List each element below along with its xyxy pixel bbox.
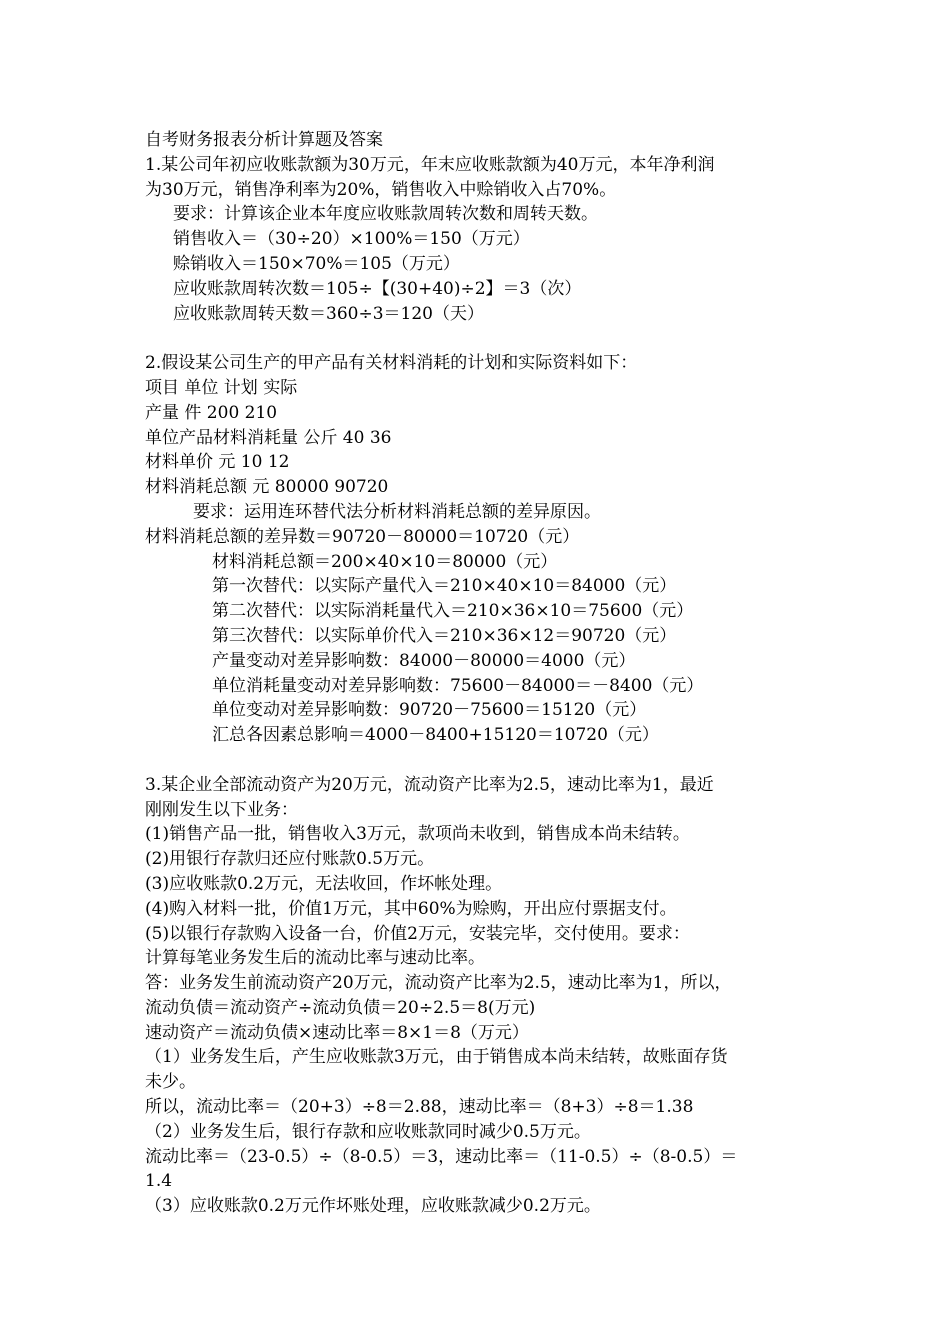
q1-text-line: 为30万元，销售净利率为20%，销售收入中赊销收入占70%。 [145,179,617,200]
q2-answer-line: 单位消耗量变动对差异影响数：75600－84000＝－8400（元） [212,675,704,696]
document-body [145,128,825,1219]
q1-answer-line: 销售收入＝（30÷20）×100%＝150（万元） [173,229,530,250]
q3-text-line: 所以，流动比率＝（20+3）÷8＝2.88，速动比率＝（8+3）÷8＝1.38 [145,1097,694,1118]
q2-answer-line: 汇总各因素总影响＝4000－8400+15120＝10720（元） [212,725,659,746]
q3-text-line: （2）业务发生后，银行存款和应收账款同时减少0.5万元。 [145,1121,591,1142]
q3-text-line: 流动比率＝（23-0.5）÷（8-0.5）＝3，速动比率＝（11-0.5）÷（8-0.5）＝ [145,1146,738,1167]
q3-text-line: (1)销售产品一批，销售收入3万元，款项尚未收到，销售成本尚未结转。 [145,824,690,845]
q2-answer-line: 材料消耗总额＝200×40×10＝80000（元） [212,551,558,572]
q1-text-line: 1.某公司年初应收账款额为30万元，年末应收账款额为40万元，本年净利润 [145,154,715,175]
q3-text-line: 未少。 [145,1072,196,1093]
q3-text-line: 速动资产＝流动负债×速动比率＝8×1＝8（万元） [145,1022,529,1043]
q3-text-line: (5)以银行存款购入设备一台，价值2万元，安装完毕，交付使用。要求： [145,923,690,944]
q2-table-row: 单位产品材料消耗量 公斤 40 36 [145,427,392,448]
q2-answer-line: 第二次替代：以实际消耗量代入＝210×36×10＝75600（元） [212,601,694,622]
q1-answer-line: 应收账款周转次数＝105÷【(30+40)÷2】＝3（次） [173,278,582,299]
q1-answer-line: 赊销收入＝150×70%＝105（万元） [173,253,460,274]
q3-text-line: 计算每笔业务发生后的流动比率与速动比率。 [145,948,485,969]
q3-text-line: 刚刚发生以下业务： [145,799,298,820]
q3-text-line: (4)购入材料一批，价值1万元，其中60%为赊购，开出应付票据支付。 [145,898,677,919]
paragraph-gap [145,748,825,773]
q3-text-line: （1）业务发生后，产生应收账款3万元，由于销售成本尚未结转，故账面存货 [145,1047,728,1068]
q3-text-line: 1.4 [145,1171,173,1192]
q3-text-line: (3)应收账款0.2万元，无法收回，作坏帐处理。 [145,873,503,894]
paragraph-gap [145,326,825,351]
q3-text-line: 3.某企业全部流动资产为20万元，流动资产比率为2.5，速动比率为1，最近 [145,774,714,795]
q1-answer-line: 应收账款周转天数＝360÷3＝120（天） [173,303,484,324]
q2-table-row: 材料消耗总额 元 80000 90720 [145,477,389,498]
q2-answer-line: 第一次替代：以实际产量代入＝210×40×10＝84000（元） [212,576,677,597]
q2-intro: 2.假设某公司生产的甲产品有关材料消耗的计划和实际资料如下： [145,353,638,374]
q2-table-row: 项目 单位 计划 实际 [145,377,298,398]
q3-text-line: 流动负债＝流动资产÷流动负债＝20÷2.5＝8(万元) [145,997,536,1018]
q2-answer-line: 第三次替代：以实际单价代入＝210×36×12＝90720（元） [212,625,677,646]
document-title: 自考财务报表分析计算题及答案 [145,130,383,150]
q2-answer-line: 产量变动对差异影响数：84000－80000＝4000（元） [212,650,636,671]
q2-answer-line: 单位变动对差异影响数：90720－75600＝15120（元） [212,700,647,721]
q3-text-line: （3）应收账款0.2万元作坏账处理，应收账款减少0.2万元。 [145,1196,601,1217]
q3-text-line: (2)用银行存款归还应付账款0.5万元。 [145,849,435,870]
q2-table-row: 产量 件 200 210 [145,402,278,423]
q3-text-line: 答：业务发生前流动资产20万元，流动资产比率为2.5，速动比率为1，所以， [145,973,732,994]
q2-table-row: 材料单价 元 10 12 [145,452,290,473]
q2-difference: 材料消耗总额的差异数＝90720－80000＝10720（元） [145,526,580,547]
q1-requirement: 要求：计算该企业本年度应收账款周转次数和周转天数。 [173,204,598,225]
q2-requirement: 要求：运用连环替代法分析材料消耗总额的差异原因。 [193,501,601,522]
